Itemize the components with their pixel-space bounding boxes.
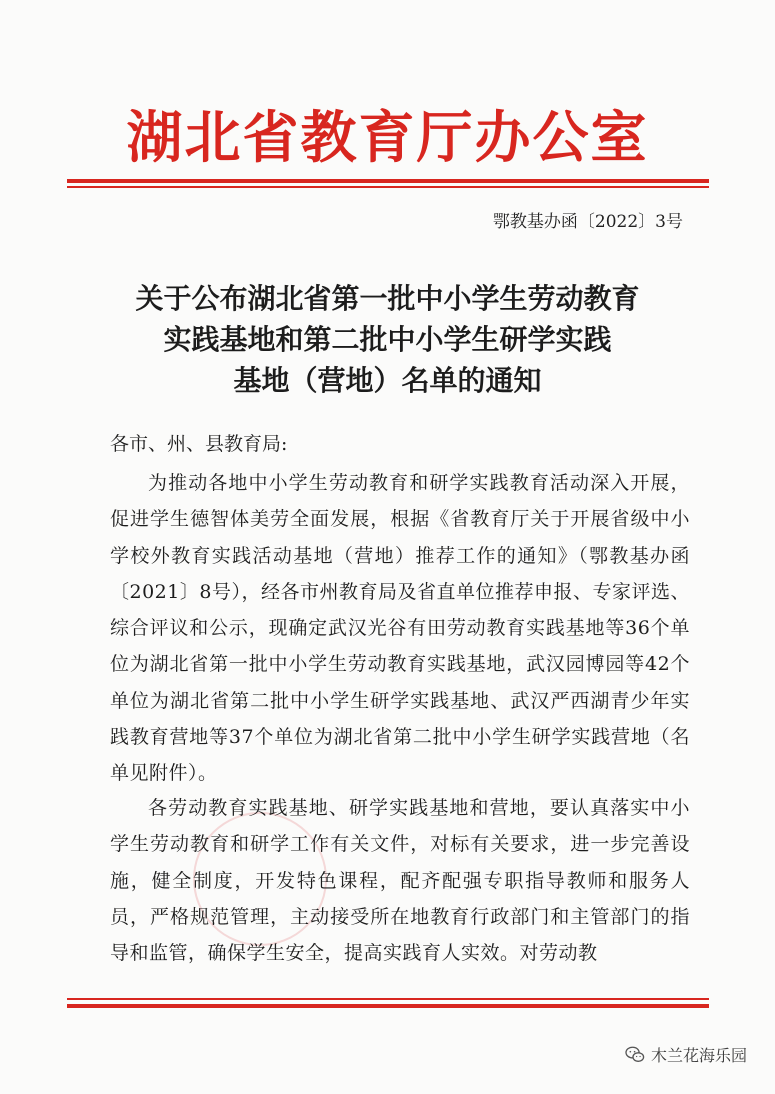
notice-title-line: 基地（营地）名单的通知: [233, 364, 542, 397]
footer-red-rule-thin: [67, 998, 709, 1000]
watermark-text: 木兰花海乐园: [650, 1046, 747, 1065]
wechat-watermark: [625, 1043, 747, 1066]
notice-title-line: 实践基地和第二批中小学生研学实践: [163, 323, 612, 356]
notice-title: [0, 278, 775, 401]
office-header-title: 湖北省教育厅办公室: [126, 105, 649, 171]
header-red-rule-thin: [67, 186, 709, 188]
footer-red-rule-thick: [67, 1004, 709, 1008]
header-red-rule-thick: [67, 179, 709, 183]
salutation: 各市、州、县教育局:: [110, 433, 288, 455]
body-paragraph: 各劳动教育实践基地、研学实践基地和营地，要认真落实中小学生劳动教育和研学工作有关文件，对标有关要求，进一步完善设施，健全制度，开发特色课程，配齐配强专职指导教师和服务人员，严格规范管理，主动接受所在地教育行政部门和主管部门的指导和监管，确保学生安全，提高实践育人实效。对劳动教: [110, 797, 690, 965]
body-paragraph: 为推动各地中小学生劳动教育和研学实践教育活动深入开展，促进学生德智体美劳全面发展，根据《省教育厅关于开展省级中小学校外教育实践活动基地（营地）推荐工作的通知》（鄂教基办函〔2021〕8号），经各市州教育局及省直单位推荐申报、专家评选、综合评议和公示，现确定武汉光谷有田劳动教育实践基地等36个单位为湖北省第一批中小学生劳动教育实践基地，武汉园博园等42个单位为湖北省第二批中小学生研学实践基地、武汉严西湖青少年实践教育营地等37个单位为湖北省第二批中小学生研学实践营地（名单见附件）。: [110, 472, 690, 785]
document-number: 鄂教基办函〔2022〕3号: [492, 212, 683, 232]
wechat-icon: [625, 1046, 645, 1064]
notice-title-line: 关于公布湖北省第一批中小学生劳动教育: [135, 282, 640, 315]
